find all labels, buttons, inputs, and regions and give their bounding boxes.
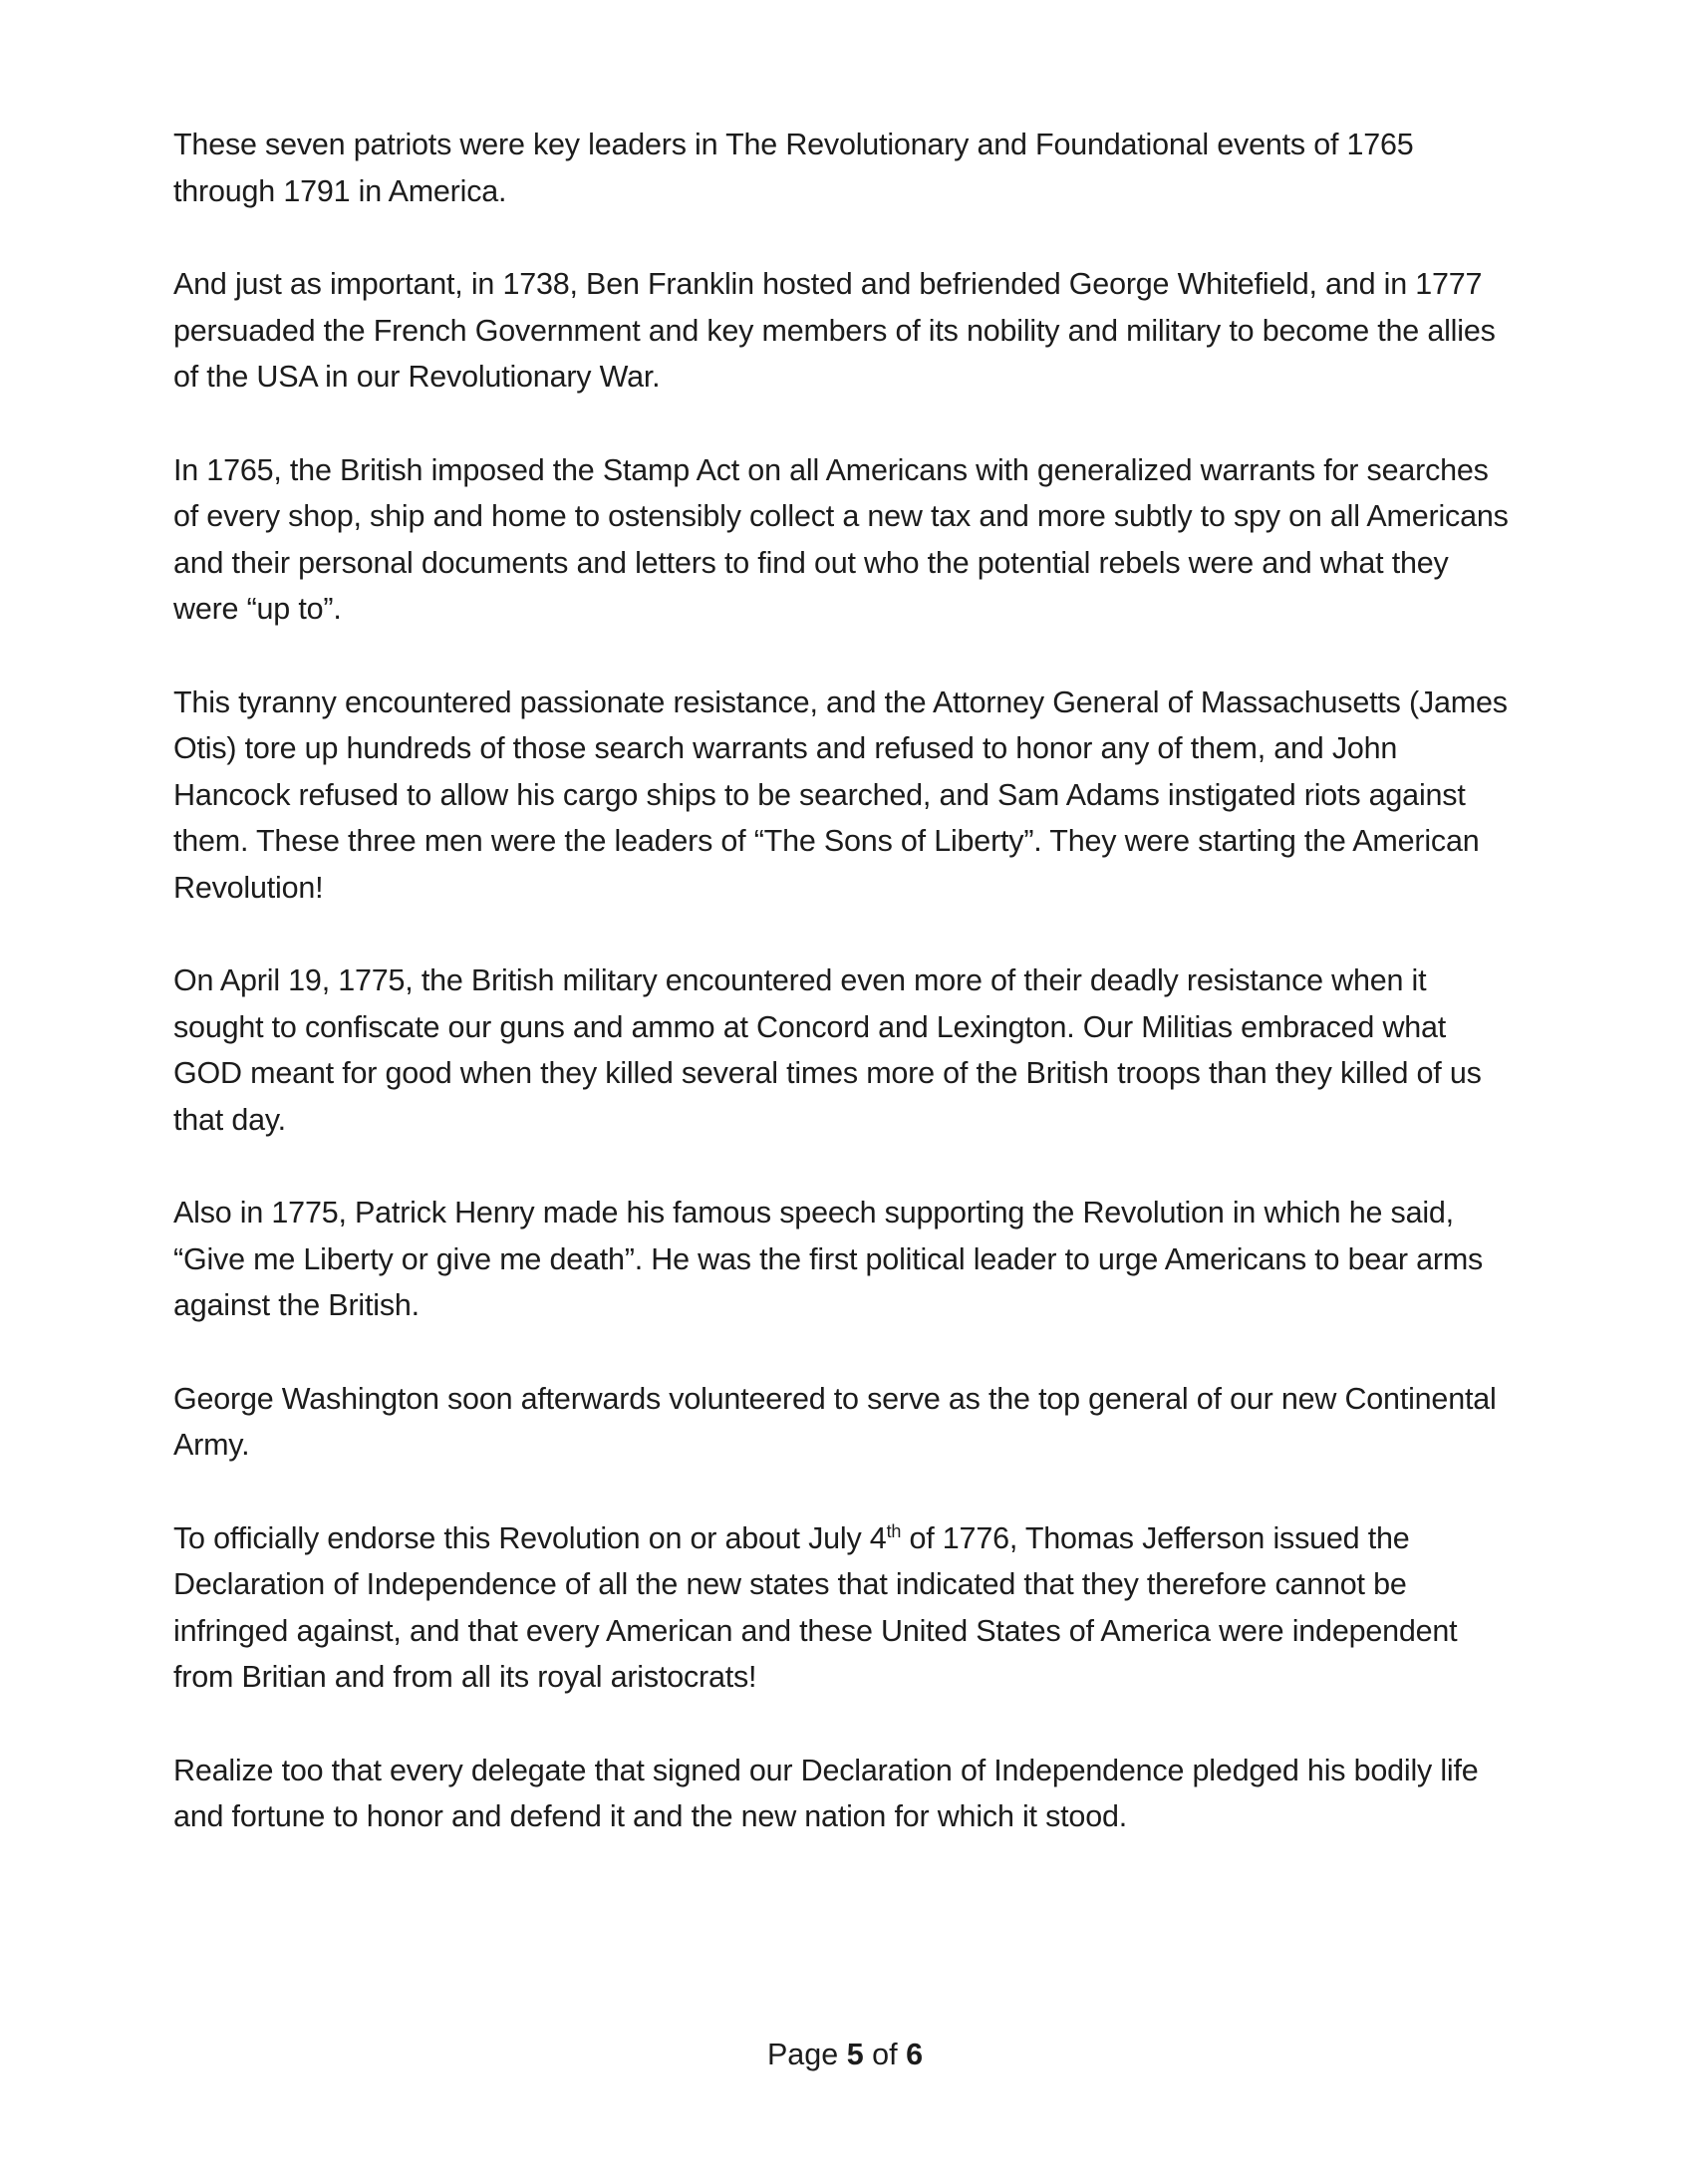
paragraph-patrick-henry: Also in 1775, Patrick Henry made his famous speech supporting the Revolution in which he said, “Give me Liberty or give me death”. He was the first political leader to urge Americans to bear arms against the British. — [173, 1196, 1484, 1322]
total-pages-number: 6 — [906, 2038, 924, 2071]
paragraph-delegates: Realize too that every delegate that signed our Declaration of Independence pledged his bodily life and fortune to honor and defend it and the new nation for which it stood. — [173, 1753, 1479, 1833]
page-label: Page — [766, 2038, 839, 2071]
paragraph-declaration — [173, 1515, 1514, 1701]
ordinal-suffix: th — [886, 1520, 902, 1541]
paragraph-seven-patriots: These seven patriots were key leaders in The Revolutionary and Foundational events of 1765 through 1791 in America. — [173, 128, 1414, 208]
paragraph-franklin: And just as important, in 1738, Ben Franklin hosted and befriended George Whitefield, and in 1777 persuaded the French Government and key members of its nobility and military to become the allies of the USA in our Revolutionary War. — [173, 267, 1496, 394]
declaration-text-before: To officially endorse this Revolution on or about July 4 — [173, 1520, 887, 1555]
of-label: of — [872, 2038, 898, 2071]
paragraph-stamp-act: In 1765, the British imposed the Stamp Act on all Americans with generalized warrants for searches of every shop, ship and home to ostensibly collect a new tax and more subtly to spy on all Americans and their personal documents and letters to find out who the potential rebels were and what they were “up to”. — [173, 452, 1509, 626]
declaration-text-after: of 1776, Thomas Jefferson issued the Declaration of Independence of all the new states that indicated that they therefore cannot be infringed against, and that every American and these United States of America were independent from Britian and from all its royal aristocrats! — [173, 1520, 1458, 1694]
document-body — [173, 122, 1514, 1887]
page-number-footer — [0, 2035, 1690, 2074]
paragraph-concord-lexington: On April 19, 1775, the British military encountered even more of their deadly resistance when it sought to confiscate our guns and ammo at Concord and Lexington. Our Militias embraced what GOD meant for good when they killed several times more of the British troops than they killed of us that day. — [173, 963, 1482, 1137]
paragraph-sons-of-liberty: This tyranny encountered passionate resistance, and the Attorney General of Massachusetts (James Otis) tore up hundreds of those search warrants and refused to honor any of them, and John Hancock refused to allow his cargo ships to be searched, and Sam Adams instigated riots against them. These three men were the leaders of “The Sons of Liberty”. They were starting the American Revolution! — [173, 684, 1508, 905]
paragraph-george-washington: George Washington soon afterwards volunteered to serve as the top general of our new Continental Army. — [173, 1381, 1497, 1462]
current-page-number: 5 — [846, 2038, 864, 2071]
